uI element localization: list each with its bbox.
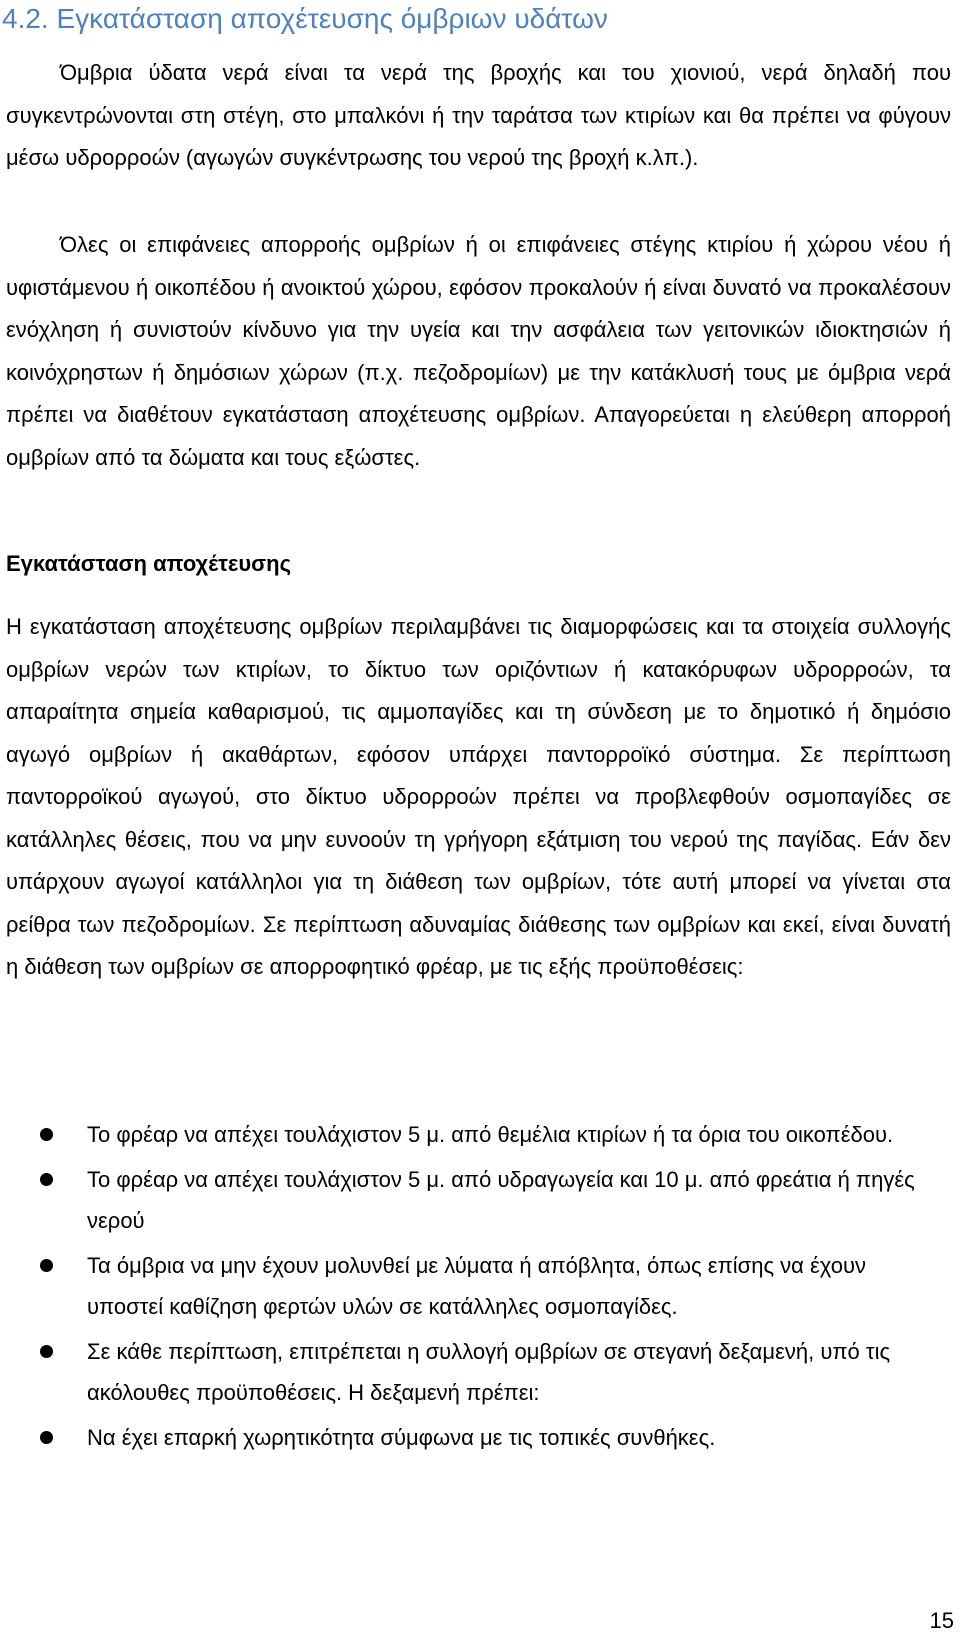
subheading-installation: Εγκατάσταση αποχέτευσης bbox=[6, 551, 292, 576]
paragraph-installation-details: Η εγκατάσταση αποχέτευσης ομβρίων περιλαμβάνει τις διαμορφώσεις και τα στοιχεία συλλογής ομβρίων νερών των κτιρίων, το δίκτυο των οριζόντιων ή κατακόρυφων υδρορροών, τα απαραίτητα σημεία καθαρισμού, τις αμμοπαγίδες και τη σύνδεση με το δημοτικό ή δημόσιο αγωγό ομβρίων ή ακαθάρτων, εφόσον υπάρχει παντορροϊκό σύστημα. Σε περίπτωση παντορροϊκού αγωγού, στο δίκτυο υδρορροών πρέπει να προβλεφθούν οσμοπαγίδες σε κατάλληλες θέσεις, που να μην ευνοούν τη γρήγορη εξάτμιση του νερού της παγίδας. Εάν δεν υπάρχουν αγωγοί κατάλληλοι για τη διάθεση των ομβρίων, τότε αυτή μπορεί να γίνεται στα ρείθρα των πεζοδρομίων. Σε περίπτωση αδυναμίας διάθεσης των ομβρίων και εκεί, είναι δυνατή η διάθεση των ομβρίων σε απορροφητικό φρέαρ, με τις εξής προϋποθέσεις: bbox=[6, 614, 951, 979]
bullet-icon bbox=[40, 1128, 53, 1141]
list-item bbox=[0, 1114, 917, 1155]
bullet-icon bbox=[40, 1173, 53, 1186]
list-item bbox=[0, 1331, 917, 1413]
list-item-text: Το φρέαρ να απέχει τουλάχιστον 5 μ. από θεμέλια κτιρίων ή τα όρια του οικοπέδου. bbox=[87, 1122, 894, 1147]
list-item-text: Τα όμβρια να μην έχουν μολυνθεί με λύματα ή απόβλητα, όπως επίσης να έχουν υποστεί καθίζηση φερτών υλών σε κατάλληλες οσμοπαγίδες. bbox=[87, 1253, 867, 1319]
paragraph-rainwater-definition: Όμβρια ύδατα νερά είναι τα νερά της βροχής και του χιονιού, νερά δηλαδή που συγκεντρώνονται στη στέγη, στο μπαλκόνι ή την ταράτσα των κτιρίων και θα πρέπει να φύγουν μέσω υδρορροών (αγωγών συγκέντρωσης του νερού της βροχή κ.λπ.). bbox=[6, 60, 951, 170]
list-item bbox=[0, 1417, 917, 1458]
page-number: 15 bbox=[929, 1608, 954, 1633]
list-item-text: Το φρέαρ να απέχει τουλάχιστον 5 μ. από υδραγωγεία και 10 μ. από φρεάτια ή πηγές νερού bbox=[87, 1167, 915, 1233]
conditions-list bbox=[0, 1114, 960, 1462]
list-item-text: Να έχει επαρκή χωρητικότητα σύμφωνα με τις τοπικές συνθήκες. bbox=[87, 1425, 716, 1450]
list-item bbox=[0, 1245, 917, 1327]
list-item-text: Σε κάθε περίπτωση, επιτρέπεται η συλλογή ομβρίων σε στεγανή δεξαμενή, υπό τις ακόλουθες προϋποθέσεις. Η δεξαμενή πρέπει: bbox=[87, 1339, 891, 1405]
list-item bbox=[0, 1159, 917, 1241]
section-heading: 4.2. Εγκατάσταση αποχέτευσης όμβριων υδάτων bbox=[2, 3, 608, 34]
bullet-icon bbox=[40, 1259, 53, 1272]
paragraph-runoff-surfaces: Όλες οι επιφάνειες απορροής ομβρίων ή οι επιφάνειες στέγης κτιρίου ή χώρου νέου ή υφιστάμενου ή οικοπέδου ή ανοικτού χώρου, εφόσον προκαλούν ή είναι δυνατό να προκαλέσουν ενόχληση ή συνιστούν κίνδυνο για την υγεία και την ασφάλεια των γειτονικών ιδιοκτησιών ή κοινόχρηστων ή δημόσιων χώρων (π.χ. πεζοδρομίων) με την κατάκλυσή τους με όμβρια νερά πρέπει να διαθέτουν εγκατάσταση αποχέτευσης ομβρίων. Απαγορεύεται η ελεύθερη απορροή ομβρίων από τα δώματα και τους εξώστες. bbox=[6, 232, 951, 470]
bullet-icon bbox=[40, 1345, 53, 1358]
bullet-icon bbox=[40, 1431, 53, 1444]
